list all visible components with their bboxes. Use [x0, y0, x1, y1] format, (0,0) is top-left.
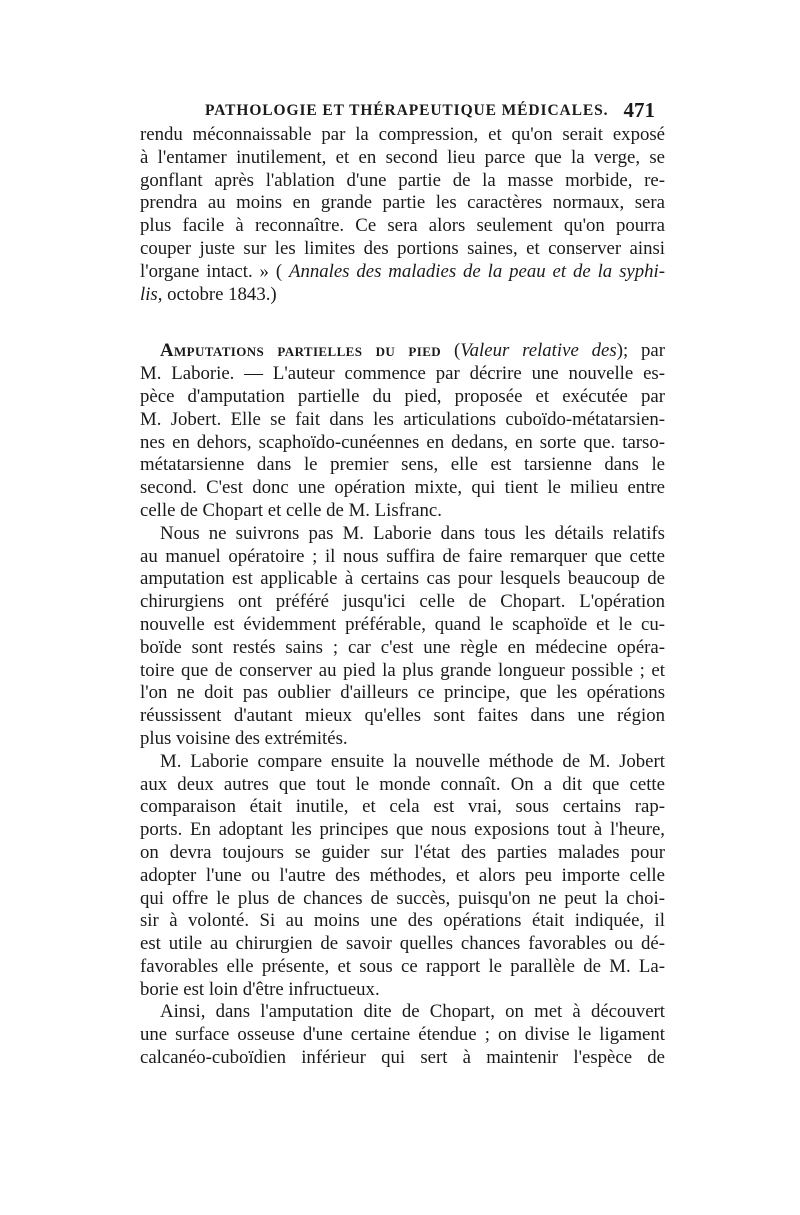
text-line: rendu méconnaissable par la compression, et qu'on serait exposé [140, 124, 665, 145]
text-line: Nous ne suivrons pas M. Laborie dans tous les détails relatifs [160, 522, 665, 544]
text-line: amputation est applicable à certains cas pour lesquels beaucoup de [140, 568, 665, 590]
text-line: second. C'est donc une opération mixte, qui tient le milieu entre [140, 477, 665, 499]
text-line: est utile au chirurgien de savoir quelles chances favorables ou dé- [140, 933, 665, 955]
paragraph [140, 523, 665, 751]
citation-date: , octobre 1843.) [157, 283, 277, 305]
text-line: M. Jobert. Elle se fait dans les articulations cuboïdo-métatarsien- [140, 408, 665, 430]
text-line-citation [140, 261, 665, 284]
text-line: chirurgiens ont préféré jusqu'ici celle de Chopart. L'opération [140, 591, 665, 613]
text-line: adopter l'une ou l'autre des méthodes, et alors peu importe celle [140, 864, 665, 886]
text-line: prendra au moins en grande partie les caractères normaux, sera [140, 192, 665, 214]
citation-journal-title-end: lis [140, 283, 158, 305]
section-amputations [140, 340, 665, 522]
text-line: calcanéo-cuboïdien inférieur qui sert à maintenir l'espèce de [140, 1047, 665, 1069]
section-gap [140, 306, 665, 340]
paragraph [140, 751, 665, 1002]
text-line: borie est loin d'être infructueux. [140, 978, 380, 1000]
paragraph-continuation [140, 124, 665, 306]
text-line: nouvelle est évidemment préférable, quand le scaphoïde et le cu- [140, 613, 665, 635]
text-line: boïde sont restés sains ; car c'est une règle en médecine opéra- [140, 636, 665, 658]
running-title: PATHOLOGIE ET THÉRAPEUTIQUE MÉDICALES. [205, 102, 609, 119]
text-line: celle de Chopart et celle de M. Lisfranc. [140, 499, 442, 521]
paragraph [140, 1001, 665, 1069]
text-line: couper juste sur les limites des portions saines, et conserver ainsi [140, 237, 665, 259]
text-line: pèce d'amputation partielle du pied, proposée et exécutée par [140, 385, 665, 407]
text-line: à l'entamer inutilement, et en second lieu parce que la verge, se [140, 146, 665, 168]
text-line: plus facile à reconnaître. Ce sera alors seulement qu'on pourra [140, 215, 665, 237]
section-heading: Amputations partielles du pied [160, 340, 442, 362]
text-line: plus voisine des extrémités. [140, 727, 348, 749]
text-line: réussissent d'autant mieux qu'elles sont faites dans une région [140, 705, 665, 727]
citation-journal-title: Annales des maladies de la peau et de la syphi- [288, 260, 665, 282]
heading-paren-close: ); par [616, 340, 665, 362]
text-line: favorables elle présente, et sous ce rapport le parallèle de M. La- [140, 955, 665, 977]
text-line: au manuel opératoire ; il nous suffira de faire remarquer que cette [140, 545, 665, 567]
text-line: une surface osseuse d'une certaine étendue ; on divise le ligament [140, 1024, 665, 1046]
heading-paren-open: ( [453, 340, 461, 362]
text-line-citation-end [140, 284, 665, 307]
text-line: M. Laborie compare ensuite la nouvelle méthode de M. Jobert [160, 750, 665, 772]
text-line: on devra toujours se guider sur l'état des parties malades pour [140, 841, 665, 863]
page-number: 471 [623, 98, 655, 122]
text-line: sir à volonté. Si au moins une des opérations était indiquée, il [140, 910, 665, 932]
heading-italic: Valeur relative des [460, 340, 617, 362]
section-heading-line [140, 340, 665, 363]
text-line: Ainsi, dans l'amputation dite de Chopart, on met à découvert [160, 1001, 665, 1023]
text-line: métatarsienne dans le premier sens, elle est tarsienne dans le [140, 454, 665, 476]
page-body [140, 124, 665, 1070]
text-line: qui offre le plus de chances de succès, puisqu'on ne peut la choi- [140, 887, 665, 909]
text-line: comparaison était inutile, et cela est vrai, sous certains rap- [140, 796, 665, 818]
text-line: toire que de conserver au pied la plus grande longueur possible ; et [140, 659, 665, 681]
citation-lead: l'organe intact. » ( [140, 260, 283, 282]
text-line: l'on ne doit pas oublier d'ailleurs ce principe, que les opérations [140, 682, 665, 704]
text-line: gonflant après l'ablation d'une partie de la masse morbide, re- [140, 169, 665, 191]
page-header [205, 98, 655, 124]
text-line: nes en dehors, scaphoïdo-cunéennes en dedans, en sorte que. tarso- [140, 431, 665, 453]
text-line: M. Laborie. — L'auteur commence par décrire une nouvelle es- [140, 363, 665, 385]
text-line: aux deux autres que tout le monde connaît. On a dit que cette [140, 773, 665, 795]
text-line: ports. En adoptant les principes que nous exposions tout à l'heure, [140, 819, 665, 841]
